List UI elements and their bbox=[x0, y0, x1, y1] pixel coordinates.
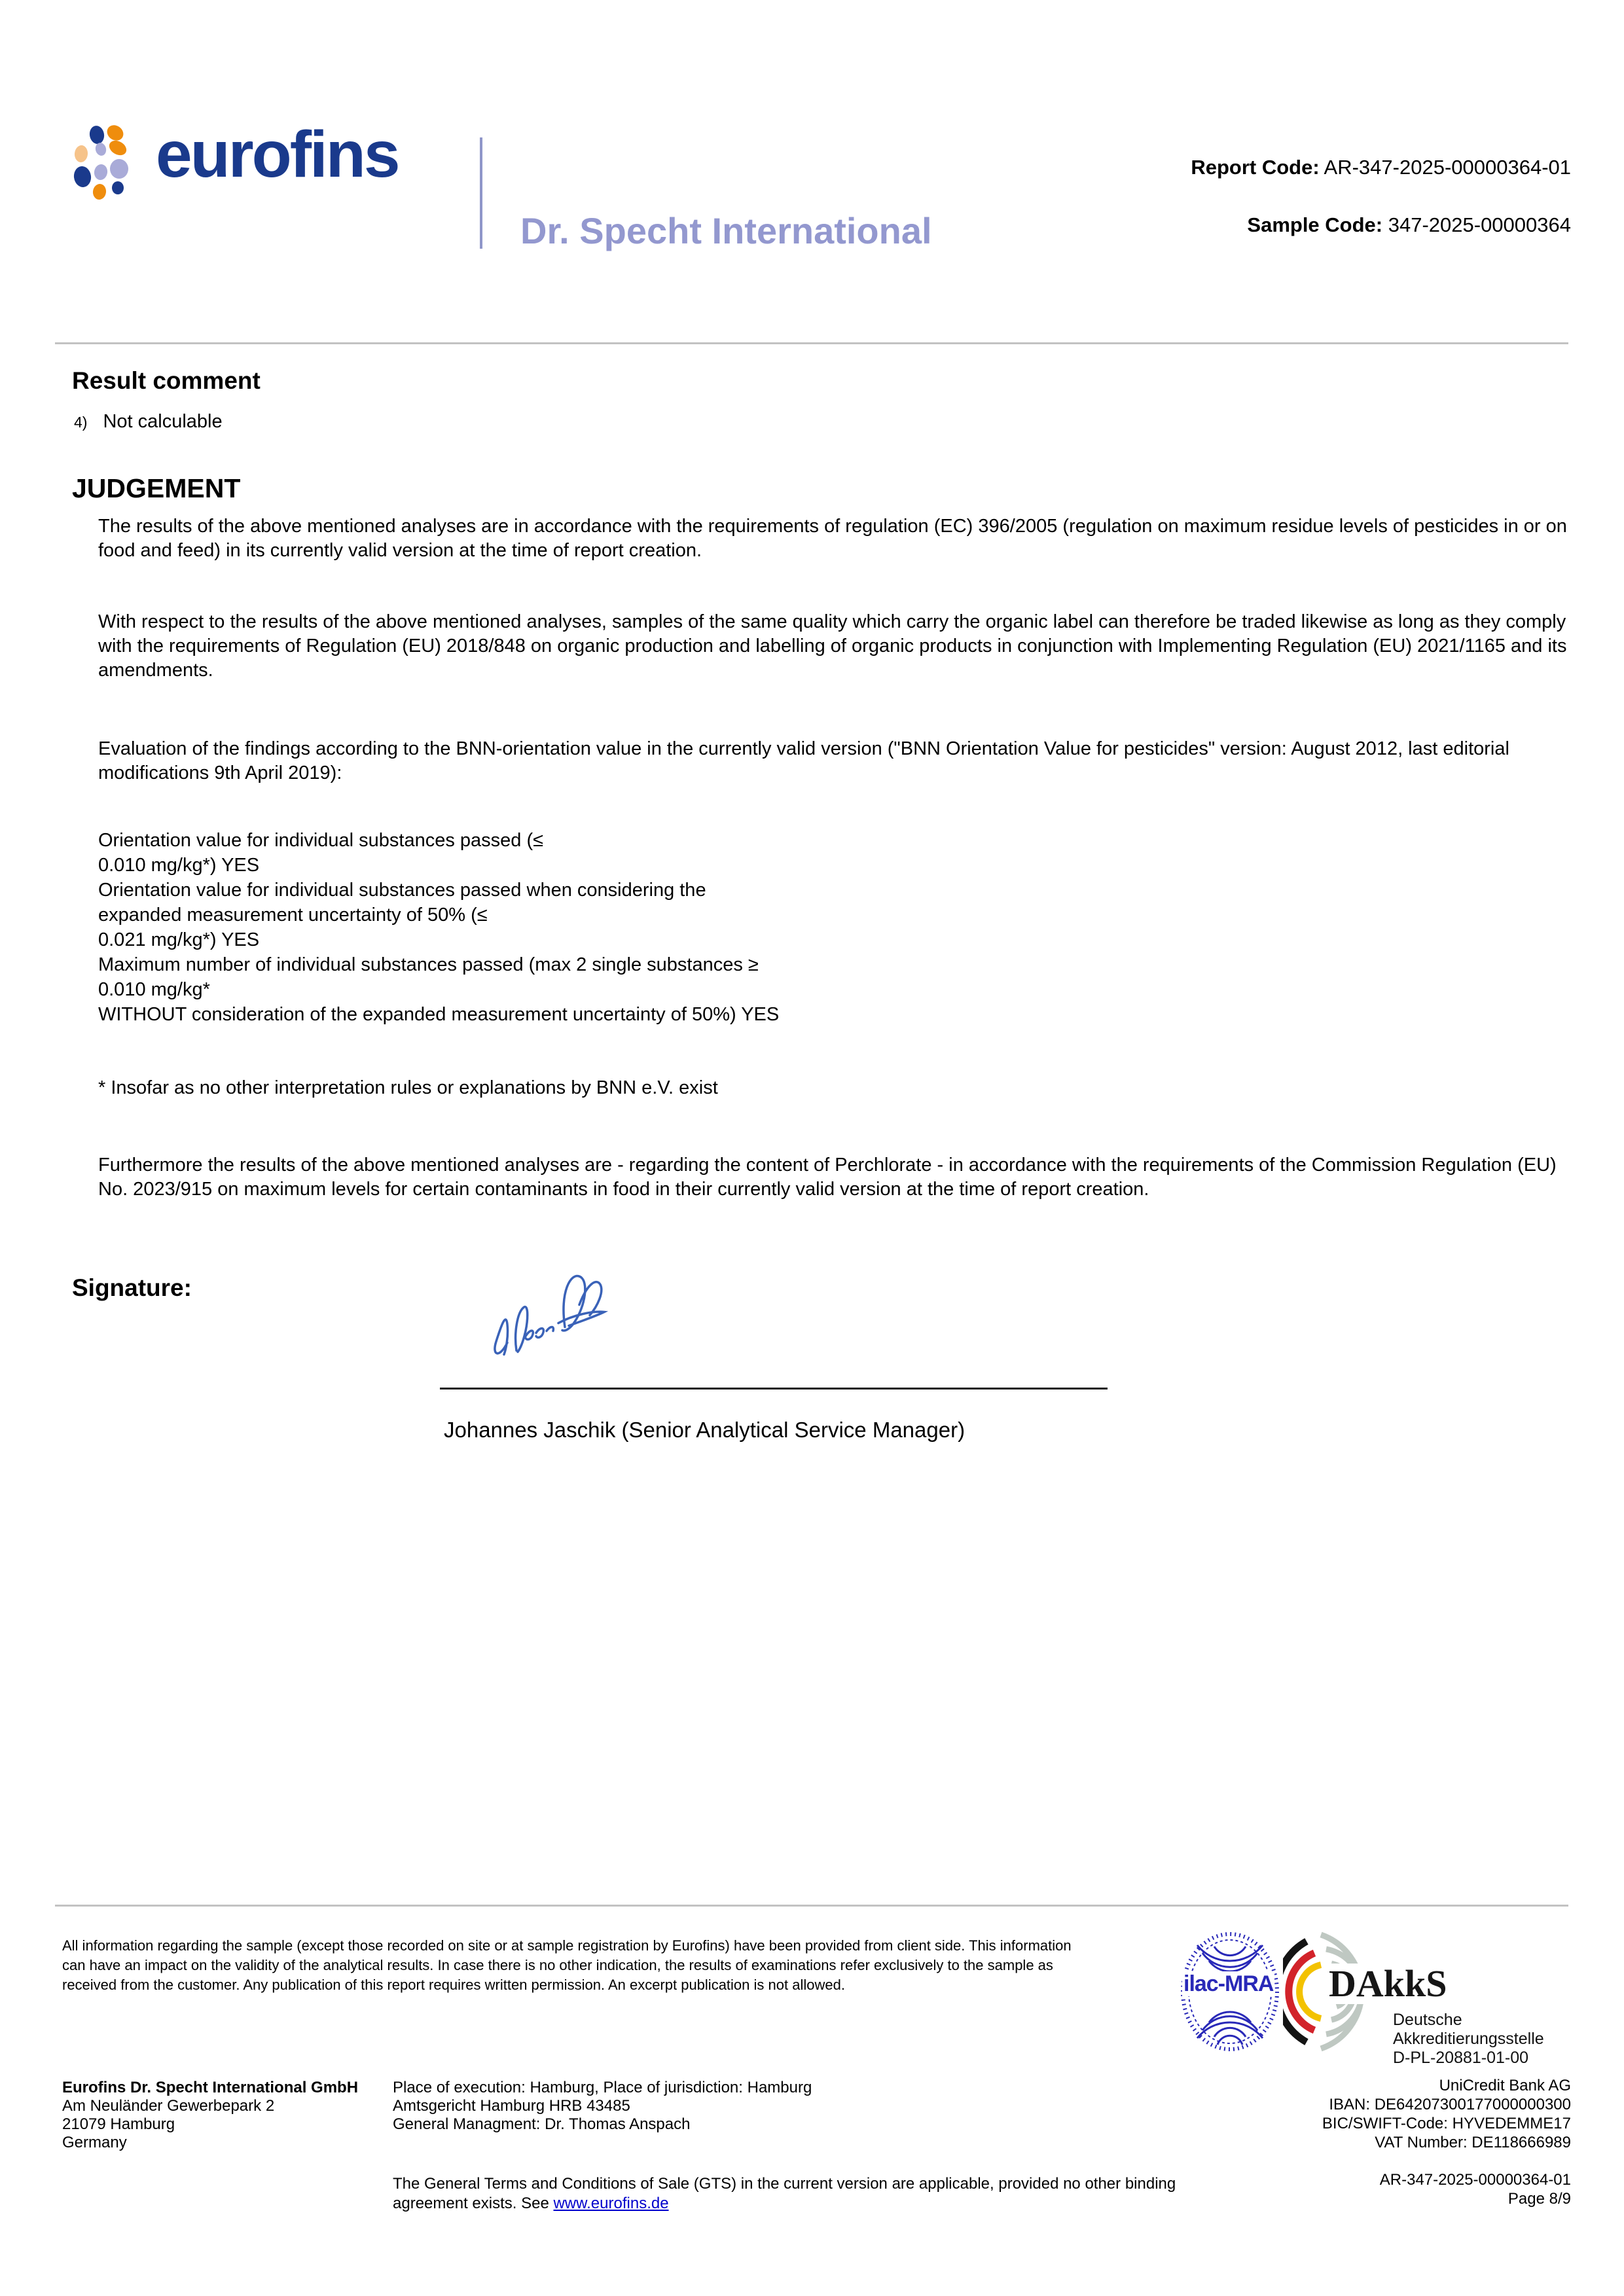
signature-rule bbox=[440, 1388, 1108, 1390]
eurofins-link[interactable]: www.eurofins.de bbox=[553, 2195, 669, 2212]
brand-name: Dr. Specht International bbox=[520, 210, 932, 251]
orientation-line: Orientation value for individual substances passed (≤ bbox=[98, 830, 544, 851]
eurofins-logo-icon bbox=[60, 124, 152, 200]
bank-iban: IBAN: DE64207300177000000300 bbox=[1329, 2096, 1571, 2113]
result-comment-title: Result comment bbox=[72, 367, 261, 394]
ilac-mra-label: ilac-MRA bbox=[1183, 1971, 1274, 1996]
legal-line: Place of execution: Hamburg, Place of jurisdiction: Hamburg bbox=[393, 2079, 812, 2096]
gts-note bbox=[393, 2174, 1178, 2214]
footnote-text: Not calculable bbox=[103, 411, 223, 432]
judgement-paragraph-1: The results of the above mentioned analyses are in accordance with the requirements of regulation (EC) 396/2005 (regulation on maximum residue levels of pesticides in or on food and feed) in its currently valid version at the time of report creation. bbox=[98, 516, 1567, 561]
orientation-line: expanded measurement uncertainty of 50% (≤ bbox=[98, 905, 488, 925]
orientation-line: WITHOUT consideration of the expanded measurement uncertainty of 50%) YES bbox=[98, 1004, 780, 1025]
orientation-line: 0.021 mg/kg*) YES bbox=[98, 929, 260, 950]
bank-bic: BIC/SWIFT-Code: HYVEDEMME17 bbox=[1322, 2115, 1571, 2132]
report-code-line bbox=[1191, 155, 1571, 179]
report-code-value: AR-347-2025-00000364-01 bbox=[1319, 156, 1571, 179]
dakks-wordmark: DAkkS bbox=[1326, 1964, 1450, 2004]
code-block bbox=[1191, 155, 1571, 237]
company-address-block bbox=[62, 2079, 358, 2152]
legal-line: Amtsgericht Hamburg HRB 43485 bbox=[393, 2097, 630, 2115]
header-divider bbox=[55, 342, 1568, 344]
dakks-subtitle bbox=[1393, 2011, 1544, 2068]
dakks-subtitle-line: Akkreditierungsstelle bbox=[1393, 2030, 1544, 2048]
judgement-paragraph-3: Evaluation of the findings according to the BNN-orientation value in the currently valid version ("BNN Orientation Value for pesticides" version: August 2012, last editorial modifications 9th April 2019): bbox=[98, 738, 1509, 783]
footer-disclaimer: All information regarding the sample (except those recorded on site or at sample registration by Eurofins) have been provided from client side. This information can have an impact on the validity of the analytical results. In case there is no other indication, the results of examinations refer exclusively to the sample as received from the customer. Any publication of this report requires written permission. An excerpt publication is not allowed. bbox=[62, 1937, 1072, 1993]
company-street: Am Neuländer Gewerbepark 2 bbox=[62, 2097, 275, 2115]
signature-image bbox=[488, 1265, 632, 1360]
bank-name: UniCredit Bank AG bbox=[1439, 2077, 1571, 2094]
orientation-line: 0.010 mg/kg*) YES bbox=[98, 855, 260, 876]
judgement-paragraph-4: Furthermore the results of the above mentioned analyses are - regarding the content of Perchlorate - in accordance with the requirements of the Commission Regulation (EU) No. 2023/915 on maximum levels for certain contaminants in food in their currently valid version at the time of report creation. bbox=[98, 1155, 1557, 1200]
sample-code-line bbox=[1191, 213, 1571, 237]
company-city: 21079 Hamburg bbox=[62, 2115, 175, 2133]
orientation-line: Maximum number of individual substances passed (max 2 single substances ≥ bbox=[98, 954, 759, 975]
sample-code-value: 347-2025-00000364 bbox=[1382, 213, 1571, 237]
footnote-ref: 4) bbox=[74, 414, 88, 431]
signature-label: Signature: bbox=[72, 1274, 192, 1301]
company-name: Eurofins Dr. Specht International GmbH bbox=[62, 2079, 359, 2096]
header-vertical-divider bbox=[480, 137, 482, 249]
report-ref: AR-347-2025-00000364-01 bbox=[1379, 2171, 1571, 2189]
legal-line: General Managment: Dr. Thomas Anspach bbox=[393, 2115, 691, 2133]
orientation-values-block bbox=[98, 829, 1568, 1028]
gts-text: The General Terms and Conditions of Sale (GTS) in the current version are applicable, provided no other binding agreement exists. See bbox=[393, 2175, 1176, 2212]
page-number: Page 8/9 bbox=[1507, 2190, 1571, 2208]
orientation-line: Orientation value for individual substances passed when considering the bbox=[98, 880, 706, 901]
report-code-label: Report Code: bbox=[1191, 156, 1320, 179]
legal-info-block bbox=[393, 2079, 812, 2134]
dakks-accreditation-number: D-PL-20881-01-00 bbox=[1393, 2049, 1529, 2067]
bnn-footnote: * Insofar as no other interpretation rules or explanations by BNN e.V. exist bbox=[98, 1077, 718, 1098]
bank-info-block bbox=[1322, 2076, 1571, 2152]
judgement-paragraph-2: With respect to the results of the above mentioned analyses, samples of the same quality which carry the organic label can therefore be traded likewise as long as they comply with the requirements of Regulation (EU) 2018/848 on organic production and labelling of organic products in conjunction with Implementing Regulation (EU) 2021/1165 and its amendments. bbox=[98, 611, 1567, 681]
page-ref-block bbox=[1380, 2170, 1571, 2208]
dakks-subtitle-line: Deutsche bbox=[1393, 2011, 1462, 2029]
sample-code-label: Sample Code: bbox=[1247, 213, 1383, 237]
eurofins-wordmark: eurofins bbox=[156, 118, 399, 191]
signer-name: Johannes Jaschik (Senior Analytical Service Manager) bbox=[444, 1418, 965, 1442]
vat-number: VAT Number: DE118666989 bbox=[1375, 2134, 1571, 2151]
judgement-title: JUDGEMENT bbox=[72, 473, 241, 503]
result-comment-item bbox=[74, 411, 223, 433]
company-country: Germany bbox=[62, 2134, 127, 2151]
orientation-line: 0.010 mg/kg* bbox=[98, 979, 210, 1000]
footer-divider bbox=[55, 1905, 1568, 1907]
